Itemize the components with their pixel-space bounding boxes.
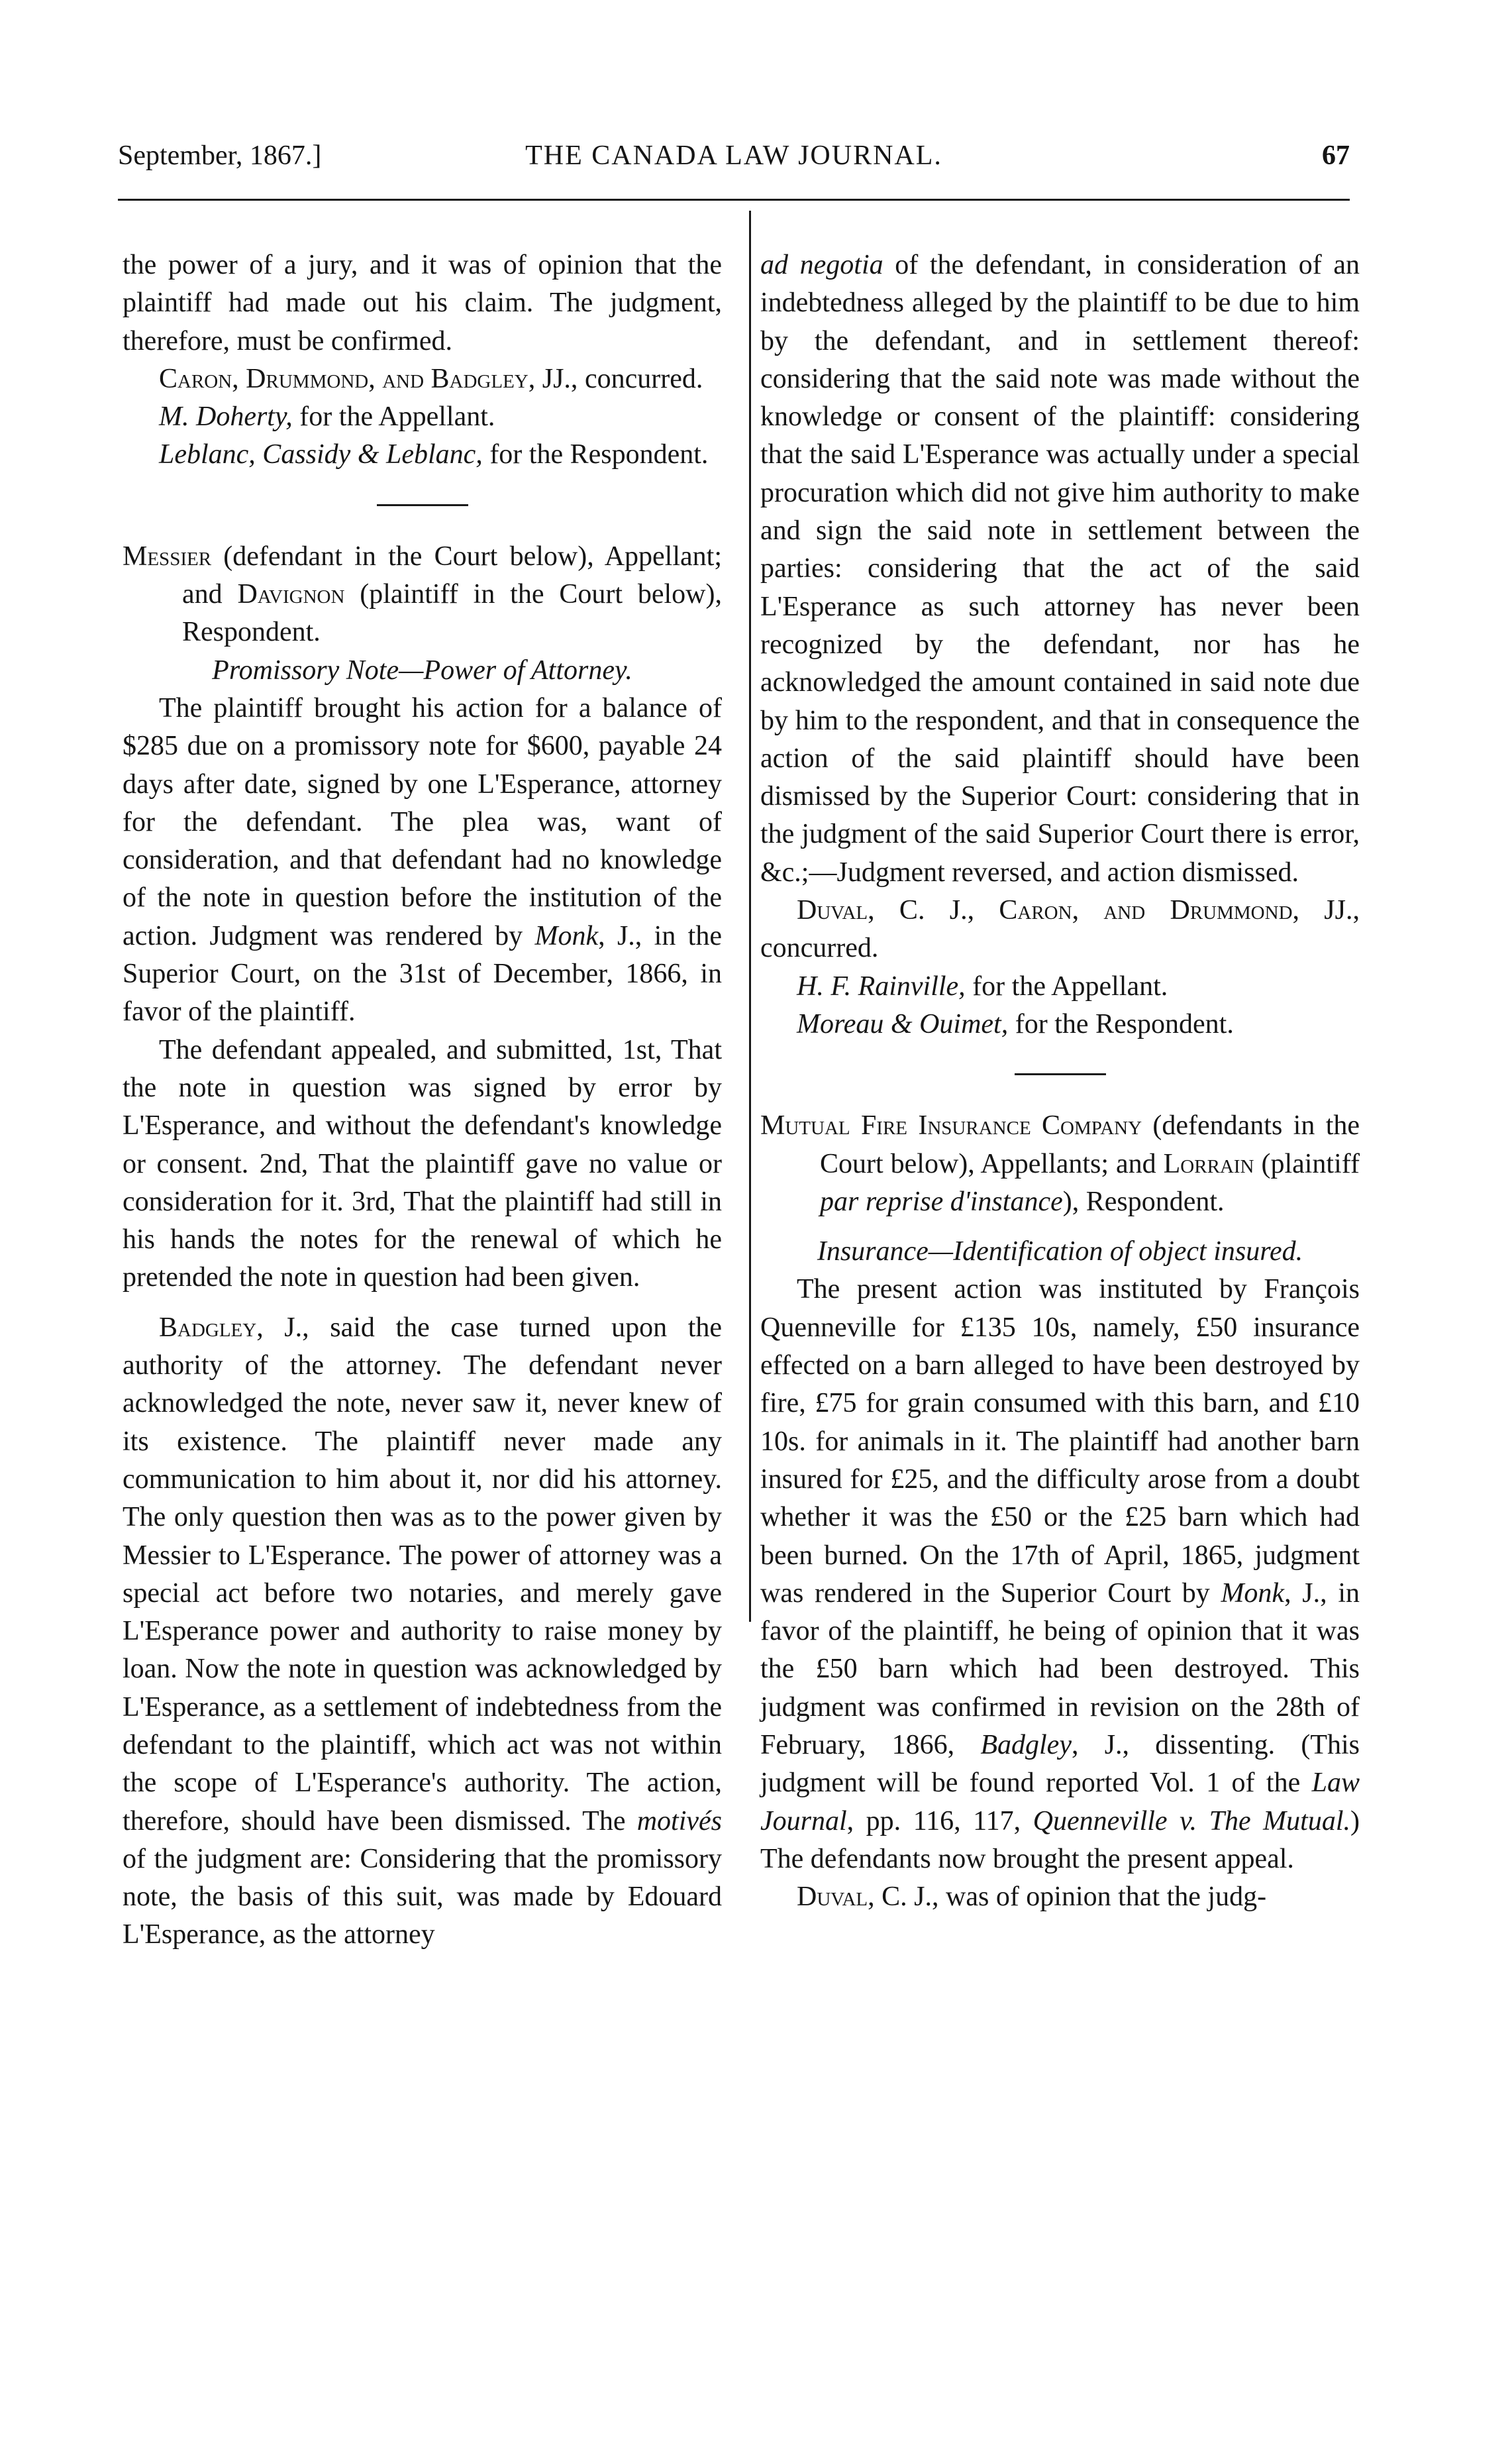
running-header bbox=[118, 136, 1350, 182]
judges-names: Caron, Drummond, and Badgley, JJ., bbox=[159, 363, 578, 394]
paragraph-text: , J., in the Superior Court, on the 31st of December, 1866, in favor of the plaintiff. bbox=[123, 920, 722, 1028]
right-column bbox=[760, 246, 1360, 1916]
party-name: Lorrain bbox=[1163, 1148, 1254, 1179]
concurrence bbox=[760, 892, 1360, 968]
case-title bbox=[123, 538, 722, 652]
section-divider bbox=[1015, 1073, 1106, 1075]
paragraph-text: of the judgment are: Considering that the promissory note, the basis of this suit, was made by Edouard L'Esperance, as the attorney bbox=[123, 1843, 722, 1950]
latin-phrase: ad negotia bbox=[760, 250, 883, 280]
case-title-text: ), Respondent. bbox=[1062, 1186, 1225, 1217]
appellant-counsel bbox=[123, 398, 722, 436]
motives-word: motivés bbox=[636, 1805, 722, 1836]
journal-title: THE CANADA LAW JOURNAL. bbox=[525, 140, 942, 171]
paragraph-text: , J., in favor of the plaintiff, he being of opinion that it was the £50 barn which had been destroyed. This judgment was confirmed in revision on the 28th of February, 1866, bbox=[760, 1577, 1360, 1760]
journal-name: Law Journal bbox=[760, 1768, 1360, 1836]
paragraph: the power of a jury, and it was of opinion that the plaintiff had made out his claim. The judgment, therefore, must be confirmed. bbox=[123, 250, 722, 356]
case-title bbox=[760, 1107, 1360, 1221]
paragraph bbox=[123, 690, 722, 1032]
section-divider bbox=[377, 504, 468, 506]
paragraph bbox=[760, 1878, 1360, 1916]
case-heading: Promissory Note—Power of Attorney. bbox=[212, 655, 632, 686]
page-number: 67 bbox=[1322, 140, 1350, 171]
paragraph bbox=[760, 246, 1360, 892]
counsel-role: for the Respondent. bbox=[482, 439, 709, 470]
case-title-text: (plaintiff bbox=[1254, 1148, 1360, 1179]
paragraph bbox=[760, 1271, 1360, 1878]
counsel-role: for the Appellant. bbox=[292, 401, 495, 433]
counsel-role: for the Appellant. bbox=[965, 971, 1168, 1002]
column-divider bbox=[749, 211, 751, 1622]
paragraph-text: , J., said the case turned upon the authority of the attorney. The defendant never acknowledged the note, never saw it, never knew of its existence. The plaintiff never made any communication to him about it, nor did his attorney. The only question then was as to the power given by Messier to L'Esperance. The power of attorney was a special act before two notaries, and merely gave L'Esperance power and authority to raise money by loan. Now the note in question was acknowledged by L'Esperance, as a settlement of indebtedness from the defendant to the plaintiff, which act was not within the scope of L'Esperance's authority. The action, therefore, should have been dismissed. The bbox=[123, 1312, 722, 1836]
paragraph-text: , pp. 116, 117, bbox=[846, 1805, 1033, 1836]
paragraph-text: , J., dissenting. (This judgment will be found reported Vol. 1 of the bbox=[760, 1729, 1360, 1799]
left-column bbox=[123, 246, 722, 1954]
counsel-name: Moreau & Ouimet, bbox=[797, 1008, 1009, 1039]
judge-name: Duval bbox=[797, 1882, 868, 1913]
respondent-counsel bbox=[123, 436, 722, 474]
case-title-text: (defendant in the Court below), Appellant; and bbox=[182, 541, 722, 610]
case-heading: Insurance—Identification of object insured. bbox=[817, 1236, 1303, 1267]
party-name: Davignon bbox=[237, 579, 345, 610]
case-title-text: (defendants in the Court below), Appellants; and bbox=[820, 1110, 1360, 1179]
judge-name: Monk bbox=[534, 920, 599, 951]
concurrence-text: concurred. bbox=[760, 933, 879, 964]
judges-names: Duval, C. J., Caron, and Drummond, JJ., bbox=[797, 895, 1360, 926]
paragraph-text: of the defendant, in consideration of an indebtedness alleged by the plaintiff to be due to him by the defendant, and in settlement thereof: considering that the said note was made without the knowledge or consent of the plaintiff: considering that the said L'Esperance was actually under a special procuration which did not give him authority to make and sign the said note in settlement between the parties: considering that the act of the said L'Esperance as such attorney has never been recognized by the defendant, nor has he acknowledged the amount contained in said note due by him to the respondent, and that in consequence the action of the said plaintiff should have been dismissed by the Superior Court: considering that in the judgment of the said Superior Court there is error, &c.;—Judgment reversed, and action dismissed. bbox=[760, 250, 1360, 888]
case-citation: Quenneville v. The Mutual. bbox=[1033, 1805, 1350, 1836]
party-name: Messier bbox=[123, 541, 212, 572]
counsel-role: for the Respondent. bbox=[1008, 1008, 1234, 1039]
paragraph bbox=[123, 1309, 722, 1954]
judge-name: Badgley bbox=[159, 1312, 257, 1343]
counsel-name: Leblanc, Cassidy & Leblanc, bbox=[159, 439, 483, 470]
party-name: Mutual Fire Insurance Company bbox=[760, 1110, 1142, 1141]
concurrence bbox=[123, 360, 722, 398]
paragraph-text: The present action was instituted by François Quenneville for £135 10s, namely, £50 insurance effected on a barn alleged to have been destroyed by fire, £75 for grain consumed with this barn, and £10 10s. for animals in it. The plaintiff had another barn insured for £25, and the difficulty arose from a doubt whether it was the £50 or the £25 barn which had been burned. On the 17th of April, 1865, judgment was rendered in the Superior Court by bbox=[760, 1274, 1360, 1609]
counsel-name: H. F. Rainville, bbox=[797, 971, 966, 1002]
appellant-counsel bbox=[760, 968, 1360, 1006]
paragraph-text: , C. J., was of opinion that the judg- bbox=[868, 1882, 1267, 1913]
latin-phrase: par reprise d'instance bbox=[820, 1186, 1063, 1217]
counsel-name: M. Doherty, bbox=[159, 401, 293, 433]
header-date: September, 1867.] bbox=[118, 140, 322, 171]
judge-name: Badgley bbox=[980, 1729, 1072, 1760]
concurrence-text: concurred. bbox=[578, 363, 703, 394]
header-rule bbox=[118, 199, 1350, 201]
paragraph: The defendant appealed, and submitted, 1st, That the note in question was signed by error by L'Esperance, and without the defendant's knowledge or consent. 2nd, That the plaintiff gave no value or consideration for it. 3rd, That the plaintiff had still in his hands the notes for the renewal of which he pretended the note in question had been given. bbox=[123, 1034, 722, 1293]
paragraph-text: The plaintiff brought his action for a balance of $285 due on a promissory note for $600, payable 24 days after date, signed by one L'Esperance, attorney for the defendant. The plea was, want of consideration, and that defendant had no knowledge of the note in question before the institution of the action. Judgment was rendered by bbox=[123, 692, 722, 951]
respondent-counsel bbox=[760, 1006, 1360, 1043]
case-title-text: (plaintiff in the Court below), Respondent. bbox=[182, 579, 722, 648]
paragraph-text: ) The defendants now brought the present appeal. bbox=[760, 1805, 1360, 1874]
judge-name: Monk bbox=[1221, 1577, 1285, 1609]
